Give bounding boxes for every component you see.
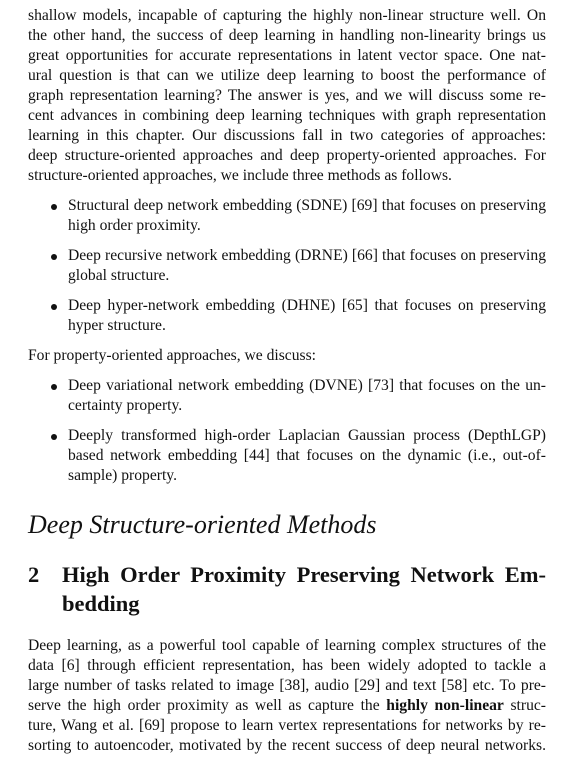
bullet-icon — [51, 384, 57, 390]
bullet-icon — [51, 434, 57, 440]
text-line-with-emphasis — [28, 696, 546, 716]
list-item-sdne — [28, 196, 546, 236]
text-line: large number of tasks related to image [38], audio [29] and text [58] etc. To pre- — [28, 677, 546, 694]
bullet-icon — [51, 204, 57, 210]
section-title-line: bedding — [62, 591, 140, 616]
text-line: deep structure-oriented approaches and deep property-oriented approaches. For — [28, 147, 546, 164]
structure-method-list — [28, 196, 546, 336]
text-line: ture, Wang et al. [69] propose to learn vertex representations for networks by re- — [28, 717, 546, 734]
document-page — [28, 6, 546, 756]
bold-phrase: highly non-linear — [386, 697, 504, 714]
text-line: global structure. — [68, 267, 170, 284]
text-line: cent advances in combining deep learning techniques with graph representation — [28, 107, 546, 124]
property-intro-text: For property-oriented approaches, we discuss: — [28, 347, 316, 364]
text-line: learning in this chapter. Our discussions fall in two categories of approaches: — [28, 127, 546, 144]
text-line: high order proximity. — [68, 217, 201, 234]
text-line: Deeply transformed high-order Laplacian Gaussian process (DepthLGP) — [68, 427, 546, 444]
text-line: Deep recursive network embedding (DRNE) [66] that focuses on preserving — [68, 247, 546, 264]
property-method-list — [28, 376, 546, 486]
text-line: graph representation learning? The answer is yes, and we will discuss some re- — [28, 87, 546, 104]
text-line: hyper structure. — [68, 317, 166, 334]
list-item-depthlgp — [28, 426, 546, 486]
section-heading — [28, 560, 546, 618]
text-line: the other hand, the success of deep learning in handling non-linearity brings us — [28, 27, 546, 44]
text-line: Deep hyper-network embedding (DHNE) [65] that focuses on preserving — [68, 297, 546, 314]
list-item-dvne — [28, 376, 546, 416]
list-item-drne — [28, 246, 546, 286]
text-line: sorting to autoencoder, motivated by the recent success of deep neural networks. — [28, 737, 546, 754]
text-run: serve the high order proximity as well as capture the — [28, 697, 387, 714]
text-line: Deep variational network embedding (DVNE) [73] that focuses on the un- — [68, 377, 546, 394]
text-run: struc- — [503, 697, 546, 714]
text-line: Deep learning, as a powerful tool capable of learning complex structures of the — [28, 637, 546, 654]
section-title-line: High Order Proximity Preserving Network Em- — [62, 562, 546, 587]
text-line: sample) property. — [68, 467, 177, 484]
section-number: 2 — [28, 562, 40, 587]
text-line: Structural deep network embedding (SDNE) [69] that focuses on preserving — [68, 197, 546, 214]
text-line: great opportunities for accurate representations in latent vector space. One nat- — [28, 47, 546, 64]
text-line: based network embedding [44] that focuses on the dynamic (i.e., out-of- — [68, 447, 546, 464]
text-line: shallow models, incapable of capturing the highly non-linear structure well. On — [28, 7, 546, 24]
intro-paragraph — [28, 6, 546, 186]
section-paragraph — [28, 636, 546, 756]
bullet-icon — [51, 304, 57, 310]
part-title: Deep Structure-oriented Methods — [28, 510, 377, 539]
bullet-icon — [51, 254, 57, 260]
text-line: data [6] through efficient representation, has been widely adopted to tackle a — [28, 657, 546, 674]
text-line: ural question is that can we utilize deep learning to boost the performance of — [28, 67, 546, 84]
list-item-dhne — [28, 296, 546, 336]
text-line: certainty property. — [68, 397, 183, 414]
text-line: structure-oriented approaches, we include three methods as follows. — [28, 167, 452, 184]
